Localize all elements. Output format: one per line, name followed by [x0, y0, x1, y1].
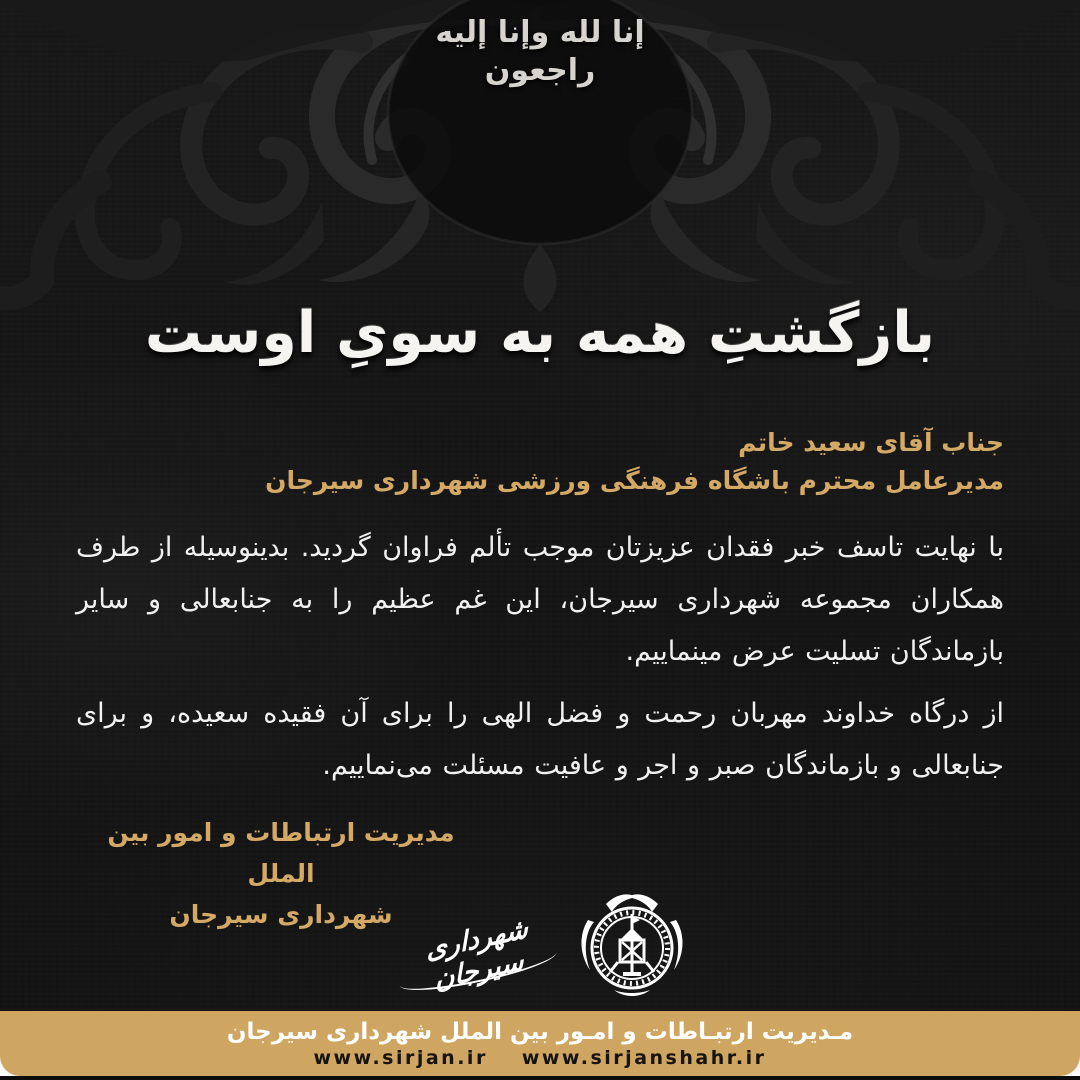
arabic-calligraphy-medallion: إنا لله وإنا إليه راجعون [435, 15, 645, 89]
condolence-paragraph-2: از درگاه خداوند مهربان رحمت و فضل الهی را برای آن فقیده سعیده، و برای جنابعالی و بازماندگان صبر و اجر و عافیت مسئلت می‌نماییم. [76, 698, 1004, 781]
footer-websites-line [314, 1047, 767, 1069]
signature-line-1: مدیریت ارتباطات و امور بین الملل [107, 818, 455, 888]
condolence-paragraph-1: با نهایت تاسف خبر فقدان عزیزتان موجب تألم فراوان گردید. بدینوسیله از طرف همکاران مجموعه شهرداری سیرجان، این غم عظیم را به جنابعالی و سایر بازماندگان تسلیت عرض مینماییم. [76, 532, 1004, 667]
addressee-title: مدیرعامل محترم باشگاه فرهنگی ورزشی شهرداری سیرجان [265, 466, 1004, 495]
footer-website-sirjan: www.sirjan.ir [313, 1046, 488, 1069]
main-calligraphy-title: بازگشتِ همه به سویِ اوست [144, 300, 936, 366]
addressee-block [76, 424, 1004, 500]
footer-website-sirjanshahr: www.sirjanshahr.ir [521, 1046, 767, 1069]
footer-department-line: مـدیریت ارتبـاطات و امـور بین الملل شهرداری سیرجان [226, 1018, 854, 1045]
footer [0, 1008, 1080, 1080]
logo-wordmark-calligraphy: شهرداری سیرجان [425, 912, 529, 996]
municipality-emblem-icon [576, 890, 688, 1008]
municipality-logo [392, 890, 688, 1010]
footer-bottom-edge [0, 1076, 1080, 1080]
footer-gold-bar [0, 1011, 1080, 1076]
addressee-name: جناب آقای سعید خاتم [738, 428, 1004, 457]
signature-line-2: شهرداری سیرجان [169, 900, 393, 929]
